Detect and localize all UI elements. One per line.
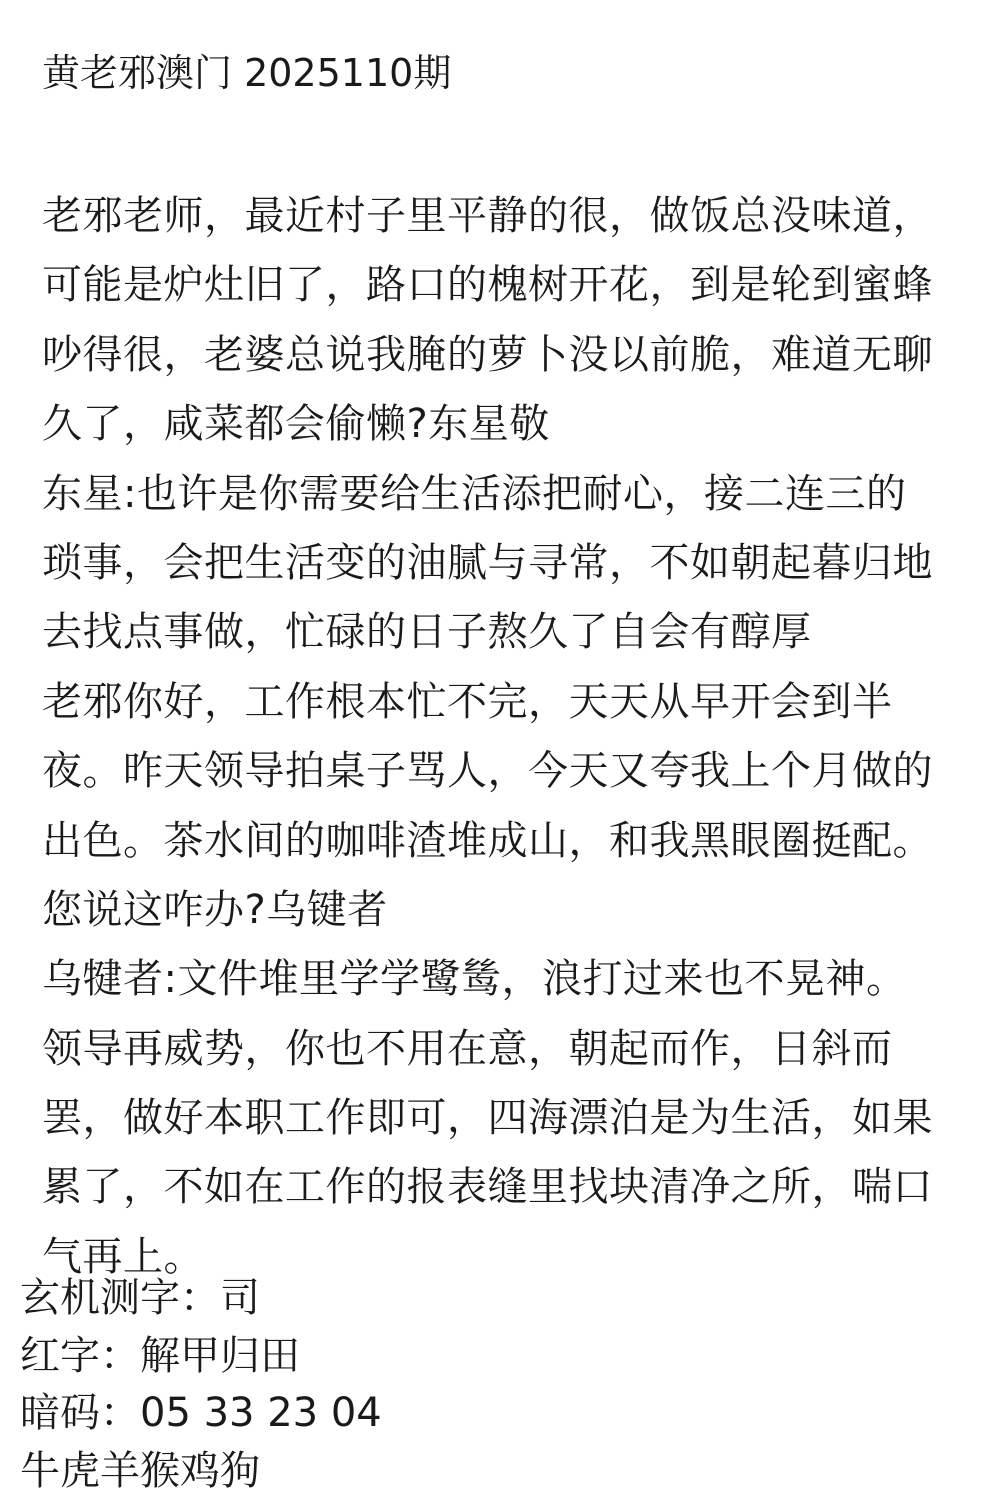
passage-line: 出色。茶水间的咖啡渣堆成山，和我黑眼圈挺配。: [42, 817, 933, 864]
page-title: 黄老邪澳门 2025110期: [42, 51, 452, 95]
passage-line: 吵得很，老婆总说我腌的萝卜没以前脆，难道无聊: [42, 331, 933, 378]
passage-line: 领导再威势，你也不用在意，朝起而作，日斜而: [42, 1025, 893, 1072]
passage-line: 您说这咋办?乌键者: [42, 886, 388, 933]
passage-line: 老邪你好，工作根本忙不完，天天从早开会到半: [42, 678, 893, 725]
passage-line: 可能是炉灶旧了，路口的槐树开花，到是轮到蜜蜂: [42, 262, 933, 309]
passage-line: 老邪老师，最近村子里平静的很，做饭总没味道，: [42, 193, 933, 239]
passage-line: 去找点事做，忙碌的日子熬久了自会有醇厚: [42, 609, 812, 656]
passage-line: 东星:也许是你需要给生活添把耐心，接二连三的: [42, 470, 907, 517]
anma-line: 暗码：05 33 23 04: [20, 1390, 382, 1436]
passage-line: 累了，不如在工作的报表缝里找块清净之所，喘口: [42, 1164, 933, 1211]
passage: [42, 182, 972, 1292]
results-section: [20, 1270, 382, 1500]
xuanji-line: 玄机测字：司: [20, 1275, 260, 1321]
zodiac-line: 牛虎羊猴鸡狗: [20, 1447, 260, 1494]
passage-line: 乌犍者:文件堆里学学鹭鸶，浪打过来也不晃神。: [42, 956, 907, 1003]
passage-line: 罢，做好本职工作即可，四海漂泊是为生活，如果: [42, 1095, 933, 1142]
passage-line: 夜。昨天领导拍桌子骂人，今天又夸我上个月做的: [42, 748, 933, 795]
passage-line: 气再上。: [42, 1233, 204, 1280]
passage-line: 琐事，会把生活变的油腻与寻常，不如朝起暮归地: [42, 539, 933, 586]
hongzi-line: 红字：解甲归田: [20, 1332, 300, 1379]
passage-line: 久了，咸菜都会偷懒?东星敬: [42, 401, 550, 448]
